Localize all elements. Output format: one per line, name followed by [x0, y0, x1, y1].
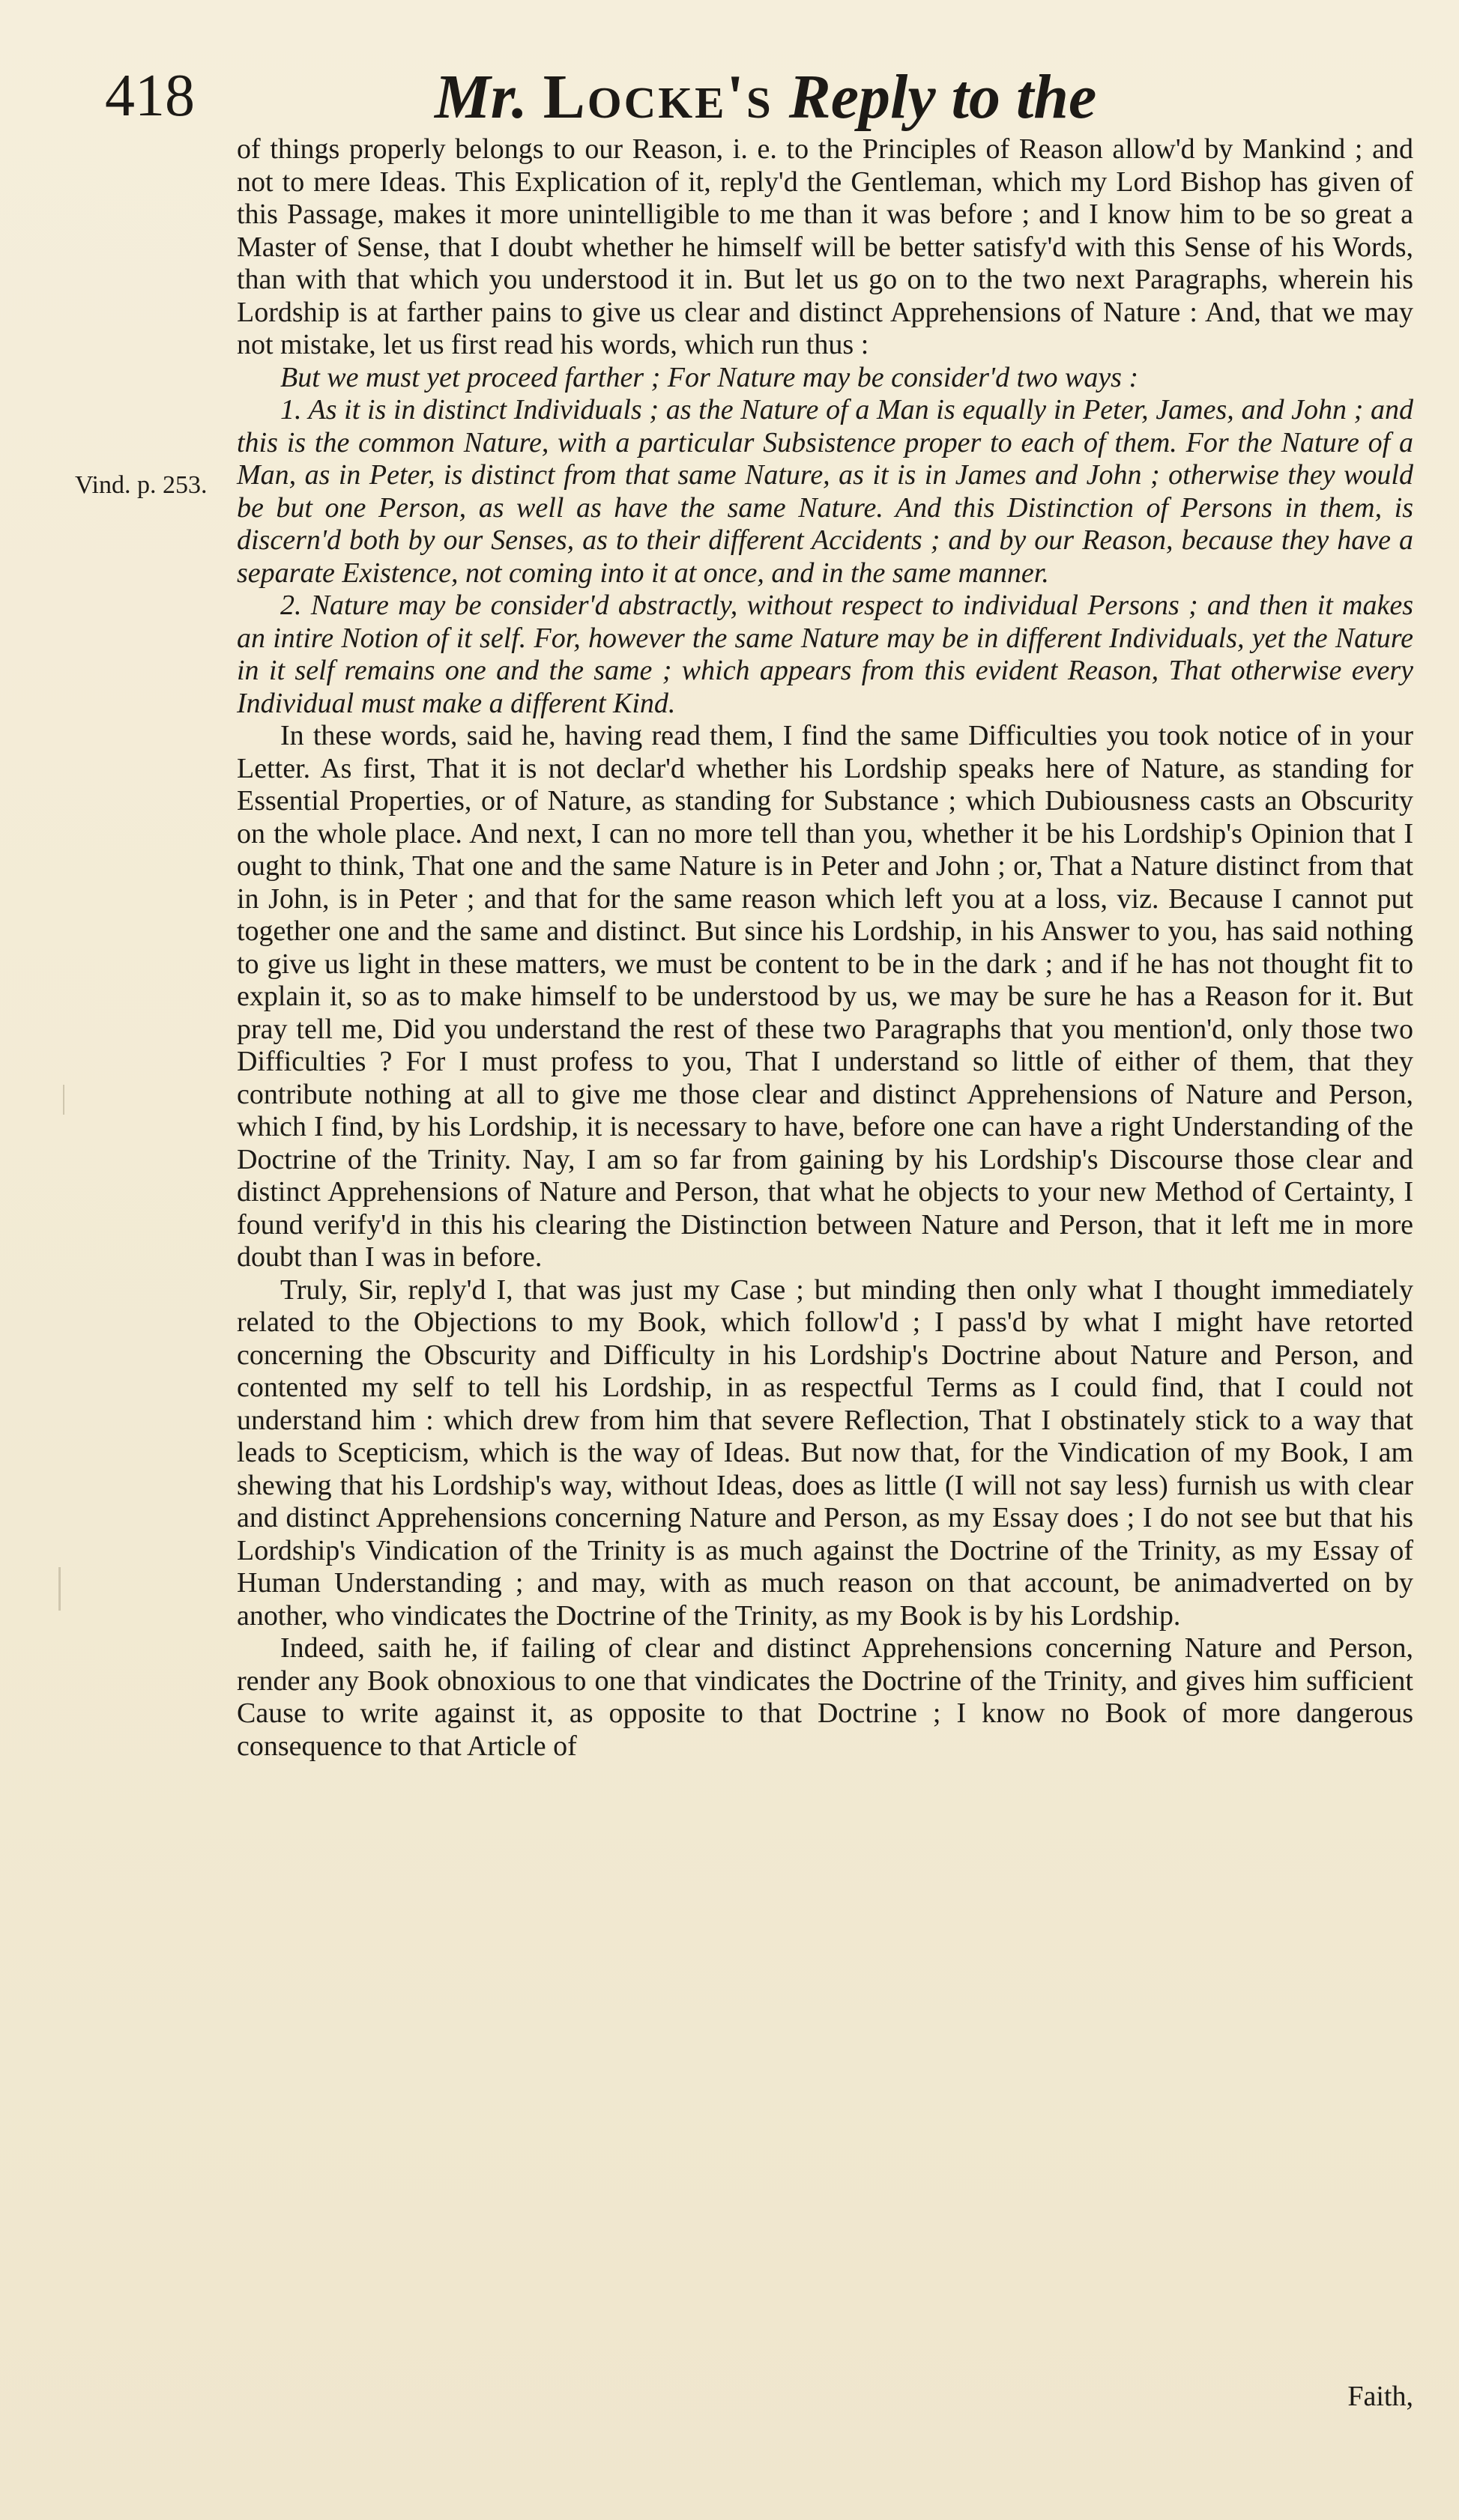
title-name: Locke's [543, 62, 773, 132]
paragraph-6: Truly, Sir, reply'd I, that was just my Case ; but minding then only what I thought immediately related to the Objections to my Book, which follow'd ; I pass'd by what I might have retorted concerning the Obscurity and Difficulty in his Lordship's Doctrine about Nature and Person, and contented my self to tell his Lordship, in as respectful Terms as I could find, that I could not understand him : which drew from him that severe Reflection, That I obstinately stick to a way that leads to Scepticism, which is the way of Ideas. But now that, for the Vindication of my Book, I am shewing that his Lordship's way, without Ideas, does as little (I will not say less) furnish us with clear and distinct Apprehensions concerning Nature and Person, as my Essay does ; I do not see but that his Lordship's Vindication of the Trinity is as much against the Doctrine of the Trinity, as my Essay of Human Understanding ; and may, with as much reason on that account, be animadverted on by another, who vindicates the Doctrine of the Trinity, as my Book is by his Lordship. [237, 1273, 1413, 1632]
title-prefix: Mr. [435, 62, 528, 132]
paper-mark [58, 1567, 61, 1611]
running-title [435, 62, 1097, 132]
body-text [237, 133, 1413, 1763]
paragraph-5: In these words, said he, having read them, I find the same Difficulties you took notice of in your Letter. As first, That it is not declar'd whether his Lordship speaks here of Nature, as standing for Essential Properties, or of Nature, as standing for Substance ; which Dubiousness casts an Obscurity on the whole place. And next, I can no more tell than you, whether it be his Lordship's Opinion that I ought to think, That one and the same Nature is in Peter and John ; or, That a Nature distinct from that in John, is in Peter ; and that for the same reason which left you at a loss, viz. Because I cannot put together one and the same and distinct. But since his Lordship, in his Answer to you, has said nothing to give us light in these matters, we must be content to be in the dark ; and if he has not thought fit to explain it, so as to make himself to be understood by us, we may be sure he has a Reason for it. But pray tell me, Did you understand the rest of these two Paragraphs that you mention'd, only those two Difficulties ? For I must profess to you, That I understand so little of either of them, that they contribute nothing at all to give me those clear and distinct Apprehensions of Nature and Person, which I find, by his Lordship, it is necessary to have, before one can have a right Understanding of the Doctrine of the Trinity. Nay, I am so far from gaining by his Lordship's Discourse those clear and distinct Apprehensions of Nature and Person, that what he objects to your new Method of Certainty, I found verify'd in this his clearing the Distinction between Nature and Person, that it left me in more doubt than I was in before. [237, 720, 1413, 1273]
paragraph-3: 1. As it is in distinct Individuals ; as the Nature of a Man is equally in Peter, James, and John ; and this is the common Nature, with a particular Subsistence proper to each of them. For the Nature of a Man, as in Peter, is distinct from that same Nature, as it is in James and John ; otherwise they would be but one Person, as well as have the same Nature. And this Distinction of Persons in them, is discern'd both by our Senses, as to their different Accidents ; and by our Reason, because they have a separate Existence, not coming into it at once, and in the same manner. [237, 394, 1413, 589]
page-number: 418 [105, 63, 195, 129]
paper-mark [63, 1085, 64, 1115]
paragraph-1: of things properly belongs to our Reason, i. e. to the Principles of Reason allow'd by Mankind ; and not to mere Ideas. This Explication of it, reply'd the Gentleman, which my Lord Bishop has given of this Passage, makes it more unintelligible to me than it was before ; and I know him to be so great a Master of Sense, that I doubt whether he himself will be better satisfy'd with this Sense of his Words, than with that which you understood it in. But let us go on to the two next Paragraphs, wherein his Lordship is at farther pains to give us clear and distinct Apprehensions of Nature : And, that we may not mistake, let us first read his words, which run thus : [237, 133, 1413, 360]
paragraph-7: Indeed, saith he, if failing of clear and distinct Apprehensions concerning Nature and Person, render any Book obnoxious to one that vindicates the Doctrine of the Trinity, and gives him sufficient Cause to write against it, as opposite to that Doctrine ; I know no Book of more dangerous consequence to that Article of [237, 1632, 1413, 1762]
catchword: Faith, [1347, 2381, 1413, 2412]
margin-citation: Vind. p. 253. [75, 471, 208, 499]
paragraph-4: 2. Nature may be consider'd abstractly, without respect to individual Persons ; and then it makes an intire Notion of it self. For, however the same Nature may be in different Individuals, yet the Nature in it self remains one and the same ; which appears from this evident Reason, That otherwise every Individual must make a different Kind. [237, 590, 1413, 719]
paragraph-2: But we must yet proceed farther ; For Nature may be consider'd two ways : [280, 361, 1139, 393]
title-rest: Reply to the [788, 62, 1097, 132]
